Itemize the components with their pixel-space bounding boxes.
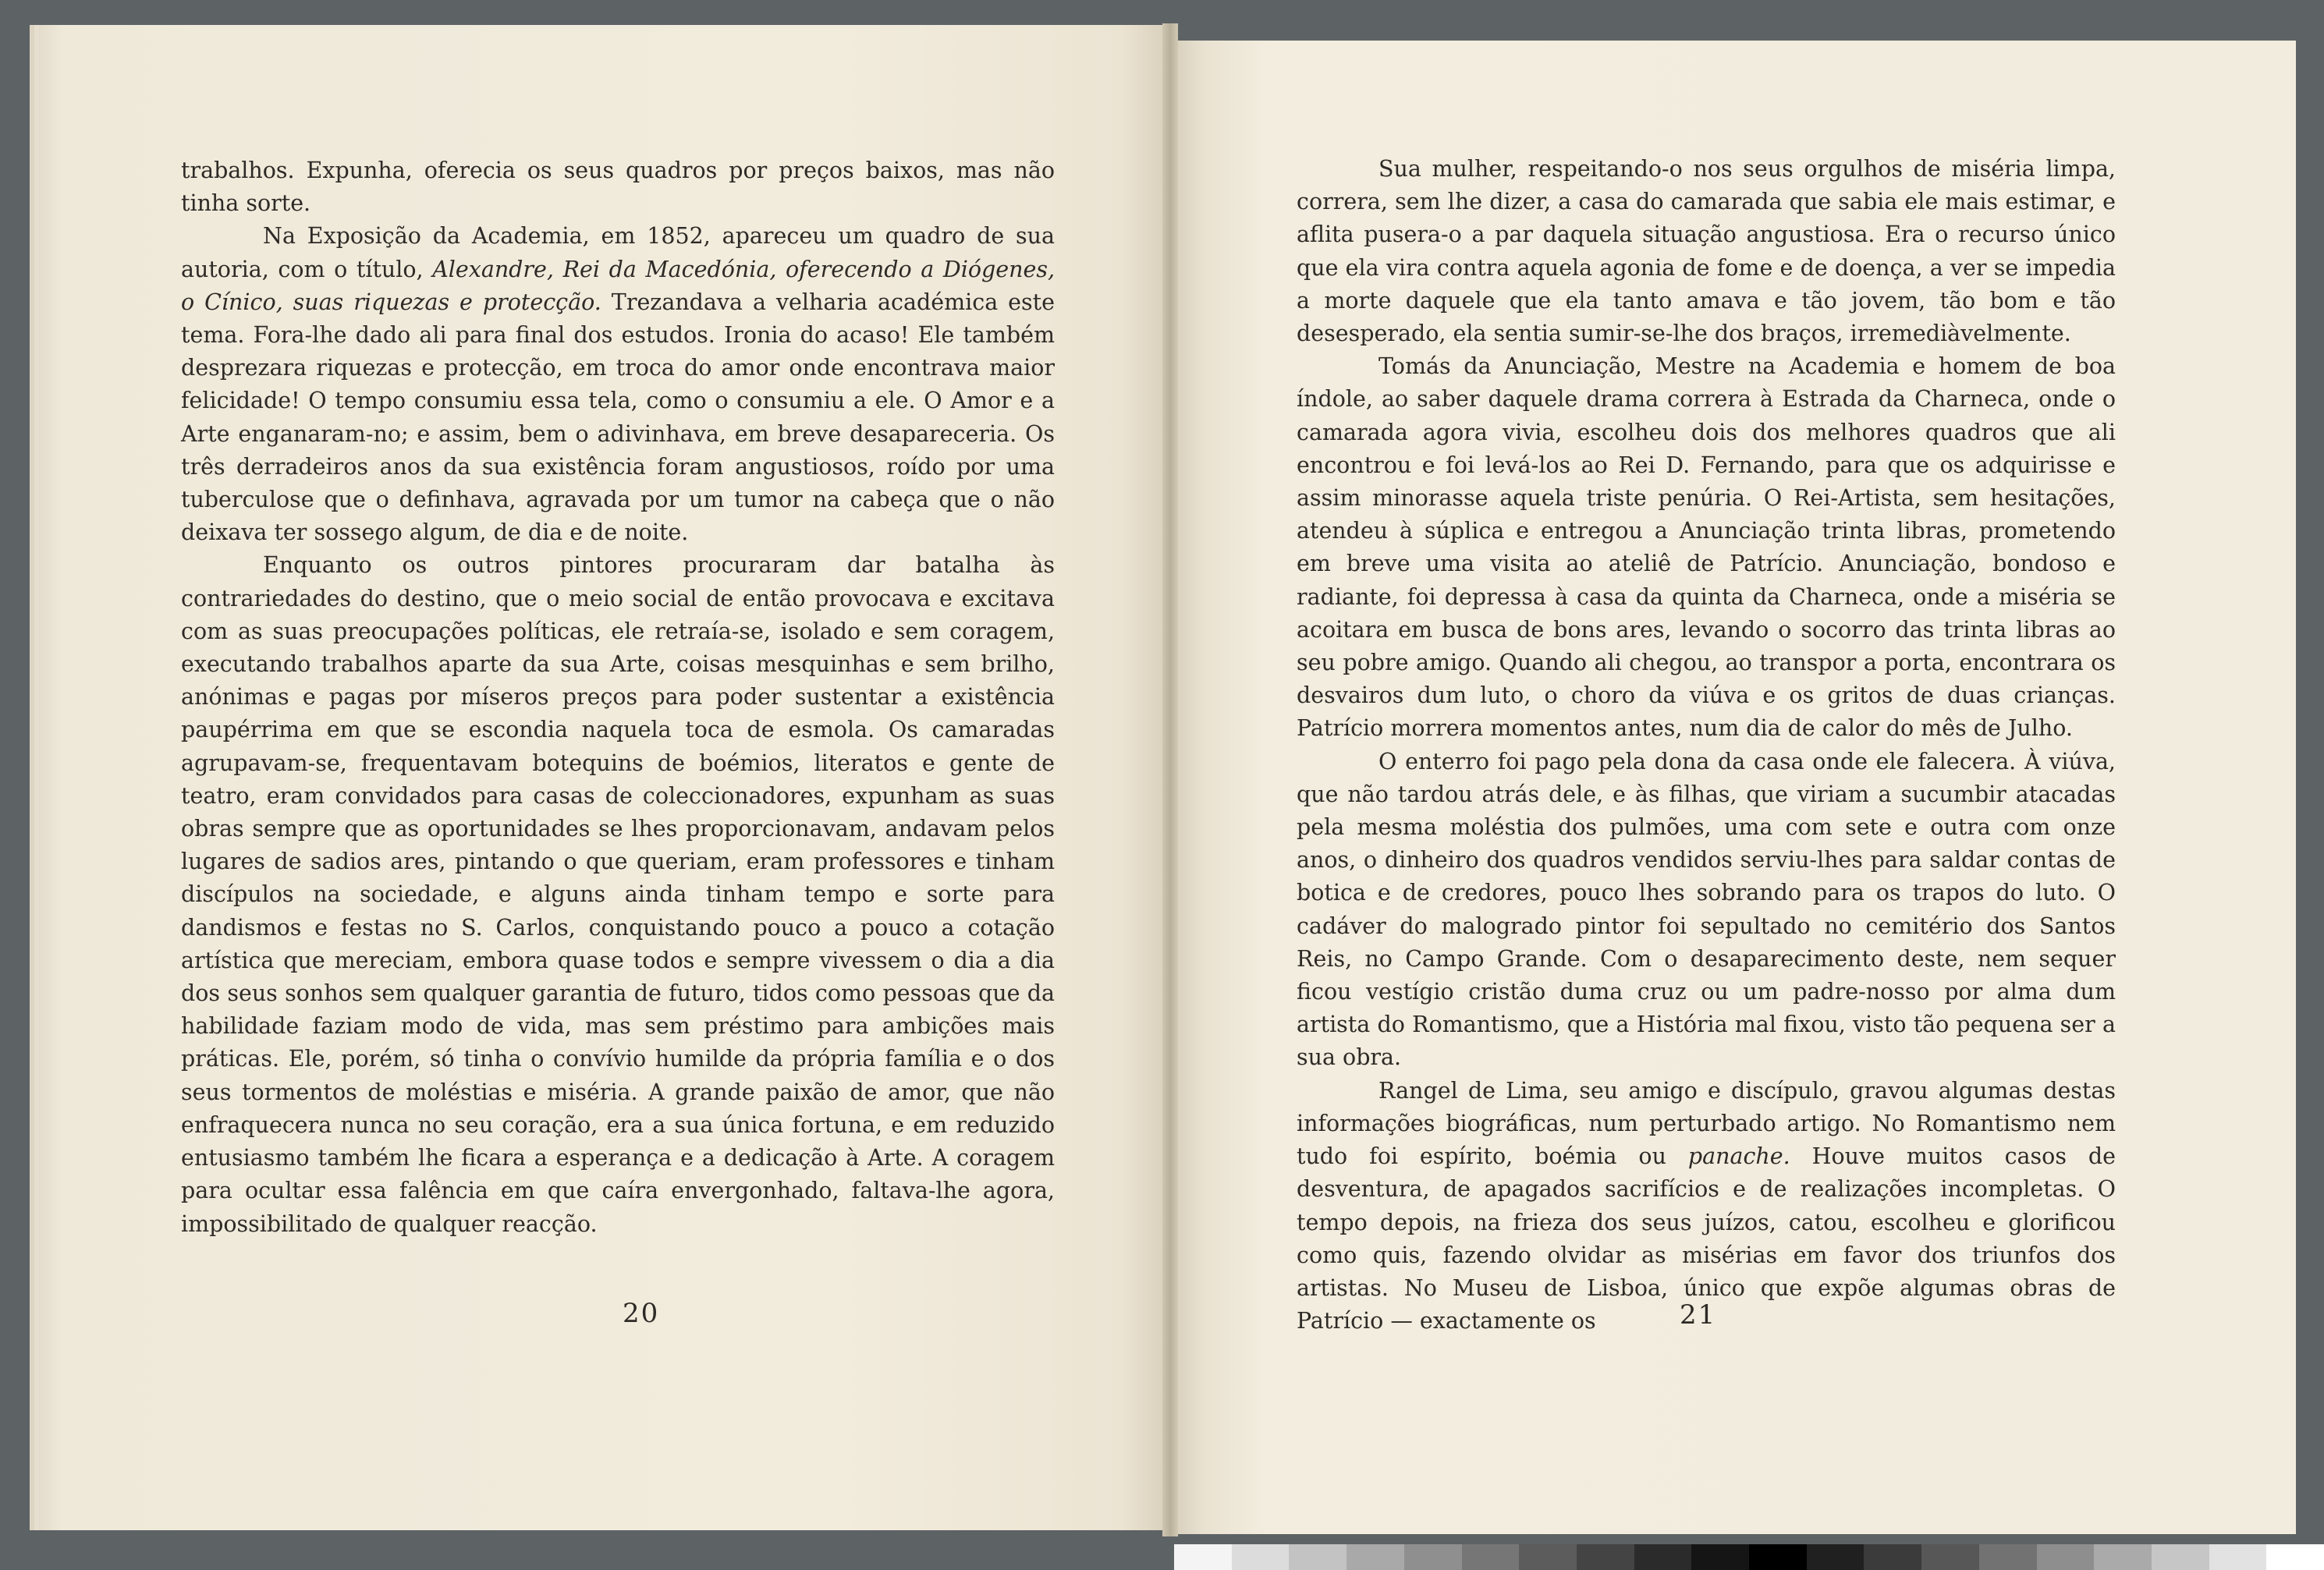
left-page-text [181,154,1055,1241]
calibration-patch [2152,1544,2209,1570]
calibration-patch [1979,1544,2037,1570]
text-run: Houve muitos casos de desventura, de apagados sacrifícios e de realizações incompletas. O tempo depois, na frieza dos seus juízos, catou, escolheu e glorificou como quis, fazendo olvidar as misérias em favor dos triunfos dos artistas. No Museu de Lisboa, único que expõe algumas obras de Patrício — exactamente os [1297,1143,2116,1334]
text-run: Rangel de Lima, seu amigo e discípulo, gravou algumas destas informações biográficas, num perturbado artigo. No Romantismo nem tudo foi espírito, boémia ou [1297,1077,2116,1170]
paragraph [181,220,1055,549]
calibration-patch [1691,1544,1749,1570]
calibration-patch [1174,1544,1232,1570]
calibration-patch [1232,1544,1290,1570]
text-run: Trezandava a velharia académica este tema. Fora-lhe dado ali para final dos estudos. Ironia do acaso! Ele também desprezara riquezas e protecção, em troca do amor onde encontrava maior felicidade! O tempo consumiu essa tela, como o consumiu a ele. O Amor e a Arte enganaram-no; e assim, bem o adivinhava, em breve desapareceria. Os três derradeiros anos da sua existência foram angustiosos, roído por uma tuberculose que o definhava, agravada por um tumor na cabeça que o não deixava ter sossego algum, de dia e de noite. [181,289,1055,546]
calibration-patch [2266,1544,2324,1570]
calibration-patch [1921,1544,1979,1570]
paragraph [181,154,1055,220]
text-run: Enquanto os outros pintores procuraram dar batalha às contrariedades do destino, que o meio social de então provocava e excitava com as suas preocupações políticas, ele retraía-se, isolado e sem coragem, executando trabalhos aparte da sua Arte, coisas mesquinhas e sem brilho, anónimas e pagas por míseros preços para poder sustentar a existência paupérrima em que se escondia naquela toca de esmola. Os camaradas agrupavam-se, frequentavam botequins de boémios, literatos e gente de teatro, eram convidados para casas de coleccionadores, expunham as suas obras sempre que as oportunidades se lhes proporcionavam, andavam pelos lugares de sadios ares, pintando o que queriam, eram professores e tinham discípulos na sociedade, e alguns ainda tinham tempo e sorte para dandismos e festas no S. Carlos, conquistando pouco a pouco a cotação artística que mereciam, embora quase todos e sempre vivessem o dia a dia dos seus sonhos sem qualquer garantia de futuro, tidos como pessoas que da habilidade faziam modo de vida, mas sem préstimo para ambições mais práticas. Ele, porém, só tinha o convívio humilde da própria família e o dos seus tormentos de moléstias e miséria. A grande paixão de amor, que não enfraquecera nunca no seu coração, era a sua única fortuna, e em reduzido entusiasmo também lhe ficara a esperança e a dedicação à Arte. A coragem para ocultar essa falência em que caíra envergonhado, faltava-lhe agora, impossibilitado de qualquer reacção. [181,552,1055,1237]
italic-text-run: panache. [1687,1143,1790,1170]
calibration-patch [1807,1544,1865,1570]
paragraph [181,549,1055,1240]
calibration-patch [1634,1544,1692,1570]
calibration-patch [1347,1544,1404,1570]
text-run: Na Exposição da Academia, em 1852, apareceu um quadro de sua autoria, com o título, [181,223,1055,282]
calibration-patch [2209,1544,2267,1570]
paragraph [1297,350,2116,745]
calibration-patch [1404,1544,1462,1570]
text-run: Tomás da Anunciação, Mestre na Academia e homem de boa índole, ao saber daquele drama correra à Estrada da Charneca, onde o camarada agora vivia, escolheu dois dos melhores quadros que ali encontrou e foi levá-los ao Rei D. Fernando, para que os adquirisse e assim minorasse aquela triste penúria. O Rei-Artista, sem hesitações, atendeu à súplica e entregou a Anunciação trinta libras, prometendo em breve uma visita ao ateliê de Patrício. Anunciação, bondoso e radiante, foi depressa à casa da quinta da Charneca, onde a miséria se acoitara em busca de bons ares, levando o socorro das trinta libras ao seu pobre amigo. Quando ali chegou, ao transpor a porta, encontrara os desvairos dum luto, o choro da viúva e os gritos de duas crianças. Patrício morrera momentos antes, num dia de calor do mês de Julho. [1297,353,2116,742]
grayscale-calibration-strip [1174,1544,2324,1570]
calibration-patch [1749,1544,1807,1570]
paragraph [1297,1075,2116,1338]
paragraph [1297,153,2116,350]
text-run: trabalhos. Expunha, oferecia os seus quadros por preços baixos, mas não tinha sorte. [181,158,1055,217]
italic-text-run: Alexandre, Rei da Macedónia, oferecendo a Diógenes, o Cínico, suas riquezas e protecção. [181,256,1056,315]
book-gutter [1162,23,1178,1536]
text-run: O enterro foi pago pela dona da casa onde ele falecera. À viúva, que não tardou atrás dele, e às filhas, que viriam a sucumbir atacadas pela mesma moléstia dos pulmões, uma com sete e outra com onze anos, o dinheiro dos quadros vendidos serviu-lhes para saldar contas de botica e de credores, pouco lhes sobrando para os trapos do luto. O cadáver do malogrado pintor foi sepultado no cemitério dos Santos Reis, no Campo Grande. Com o desaparecimento deste, nem sequer ficou vestígio cristão duma cruz ou um padre-nosso por alma dum artista do Romantismo, que a História mal fixou, visto tão pequena ser a sua obra. [1297,748,2116,1071]
calibration-patch [1519,1544,1577,1570]
paragraph [1297,746,2116,1075]
calibration-patch [1462,1544,1520,1570]
calibration-patch [2094,1544,2152,1570]
calibration-patch [1289,1544,1347,1570]
calibration-patch [2037,1544,2095,1570]
calibration-patch [1577,1544,1634,1570]
right-page-number: 21 [1680,1299,1717,1331]
text-run: Sua mulher, respeitando-o nos seus orgulhos de miséria limpa, correra, sem lhe dizer, a casa do camarada que sabia ele mais estimar, e aflita pusera-o a par daquela situação angustiosa. Era o recurso único que ela vira contra aquela agonia de fome e de doença, a ver se impedia a morte daquele que ela tanto amava e tão jovem, tão bom e tão desesperado, ela sentia sumir-se-lhe dos braços, irremediàvelmente. [1297,156,2116,347]
left-page-number: 20 [623,1298,660,1329]
calibration-patch [1864,1544,1921,1570]
right-page-text [1297,153,2116,1338]
